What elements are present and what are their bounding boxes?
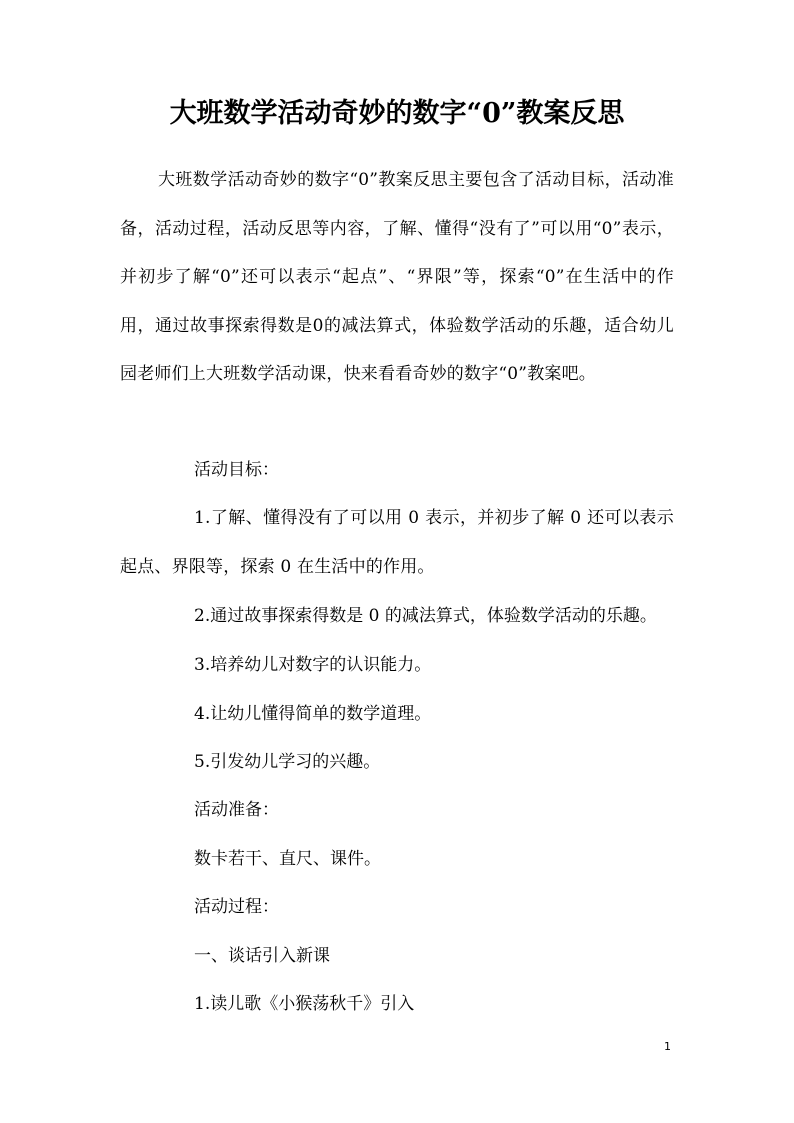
process-section-heading: 一、谈话引入新课	[194, 946, 330, 966]
page-number: 1	[664, 1040, 671, 1053]
goal-item-4: 4.让幼儿懂得简单的数学道理。	[194, 704, 432, 724]
prep-heading: 活动准备：	[194, 800, 279, 820]
process-step: 1.读儿歌《小猴荡秋千》引入	[194, 994, 415, 1014]
goal-item-5: 5.引发幼儿学习的兴趣。	[194, 752, 381, 772]
goal-item-3: 3.培养幼儿对数字的认识能力。	[194, 655, 432, 675]
process-heading: 活动过程：	[194, 897, 279, 917]
document-title: 大班数学活动奇妙的数字“0”教案反思	[169, 98, 625, 129]
goal-item-2: 2.通过故事探索得数是 0 的减法算式，体验数学活动的乐趣。	[194, 606, 657, 626]
goal-item-1: 1.了解、懂得没有了可以用 0 表示，并初步了解 0 还可以表示起点、界限等，探索 0 在生活中的作用。	[120, 508, 674, 577]
prep-text: 数卡若干、直尺、课件。	[194, 849, 381, 869]
goals-heading: 活动目标：	[194, 460, 279, 480]
intro-paragraph: 大班数学活动奇妙的数字“0”教案反思主要包含了活动目标，活动准备，活动过程，活动反思等内容，了解、懂得“没有了”可以用“0”表示，并初步了解“0”还可以表示“起点”、“界限”等，探索“0”在生活中的作用，通过故事探索得数是0的减法算式，体验数学活动的乐趣，适合幼儿园老师们上大班数学活动课，快来看看奇妙的数字“0”教案吧。	[120, 170, 674, 385]
